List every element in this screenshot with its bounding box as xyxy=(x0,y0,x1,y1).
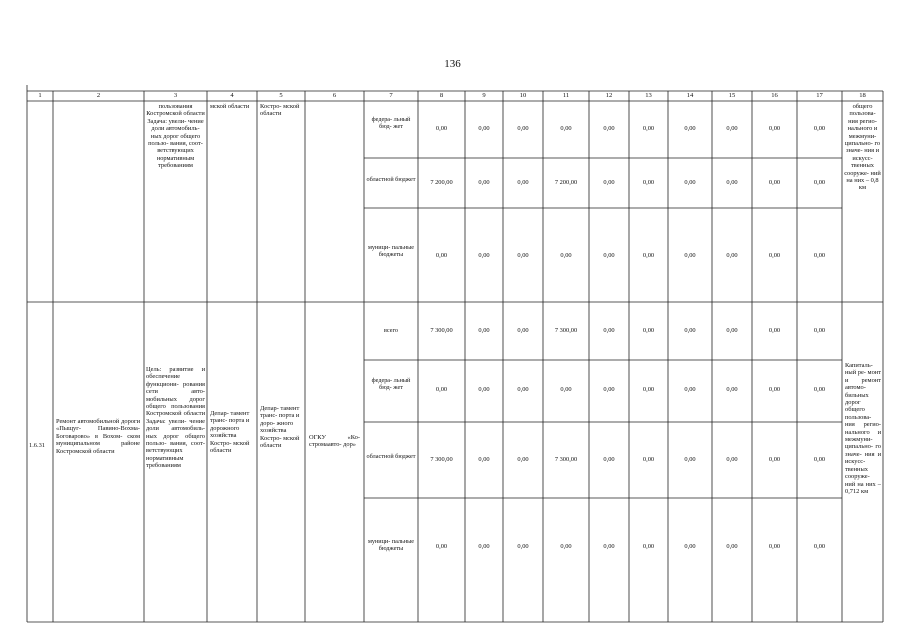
table-cell: 0,00 xyxy=(517,125,529,132)
row1-coexecutor-text: мской области xyxy=(210,103,250,110)
table-cell: 7 300,00 xyxy=(430,327,453,334)
row1-executor-text: Костро- мской области xyxy=(260,103,300,118)
table-cell: 0,00 xyxy=(435,252,448,259)
row2-recipient-text: ОГКУ «Ко- стромаавто- дор» xyxy=(309,434,360,449)
header-col-13: 13 xyxy=(645,92,652,99)
row2-source-regional: областной бюджет xyxy=(366,453,416,460)
table-cell: 0,00 xyxy=(684,543,696,550)
table-cell: 0,00 xyxy=(517,456,529,463)
table-cell: 0,00 xyxy=(642,456,655,463)
header-col-8: 8 xyxy=(439,92,444,99)
row2-measure-name: Ремонт автомобильной дороги «Пыщуг- Павино-Вохма- Боговарово» в Вохом- ском муниципальном районе Костромской области xyxy=(56,418,140,455)
row1-result-text: общего пользова- ния регио- нального и межмуни- ципально- го значе- ния и искусс- твенных сооруже- ний на них – 0,8 км xyxy=(844,103,881,192)
table-cell: 0,00 xyxy=(560,543,572,550)
header-col-18: 18 xyxy=(859,92,866,99)
table-cell: 0,00 xyxy=(560,252,572,259)
row2-coexecutor-text: Депар- тамент транс- порта и дорожного хозяйства Костро- мской области xyxy=(210,410,250,455)
table-cell: 0,00 xyxy=(642,179,655,186)
table-cell: 0,00 xyxy=(768,252,781,259)
table-cell: 0,00 xyxy=(435,386,448,393)
table-cell: 0,00 xyxy=(560,125,572,132)
table-cell: 0,00 xyxy=(684,252,696,259)
table-cell: 0,00 xyxy=(642,125,655,132)
table-cell: 0,00 xyxy=(813,252,826,259)
table-cell: 0,00 xyxy=(642,252,655,259)
table-cell: 0,00 xyxy=(768,386,781,393)
table-cell: 0,00 xyxy=(603,252,615,259)
table-cell: 0,00 xyxy=(517,179,529,186)
table-cell: 0,00 xyxy=(642,327,655,334)
table-cell: 0,00 xyxy=(478,179,490,186)
table-cell: 0,00 xyxy=(726,125,738,132)
header-col-4: 4 xyxy=(230,92,234,99)
table-cell: 0,00 xyxy=(684,179,696,186)
header-col-11: 11 xyxy=(562,92,570,99)
header-col-6: 6 xyxy=(332,92,337,99)
row1-source-regional: областной бюджет xyxy=(366,176,416,183)
header-col-14: 14 xyxy=(686,92,694,99)
table-cell: 0,00 xyxy=(813,327,826,334)
row2-source-municipal: муници- пальные бюджеты xyxy=(367,538,415,553)
table-cell: 7 300,00 xyxy=(430,456,453,463)
table-cell: 7 300,00 xyxy=(554,327,578,334)
header-col-5: 5 xyxy=(279,92,283,99)
table-cell: 0,00 xyxy=(684,327,696,334)
table-cell: 0,00 xyxy=(726,327,738,334)
table-cell: 0,00 xyxy=(478,125,490,132)
table-cell: 0,00 xyxy=(603,543,615,550)
row2-source-federal: федера- льный бюд- жет xyxy=(371,377,411,392)
table-cell: 0,00 xyxy=(813,125,826,132)
header-col-3: 3 xyxy=(173,92,178,99)
page-number: 136 xyxy=(444,58,461,70)
row1-source-federal: федера- льный бюд- жет xyxy=(371,116,411,131)
header-col-16: 16 xyxy=(771,92,778,99)
row1-goal-text: пользования Костромской области Задача: увели- чение доли автомобиль- ных дорог общего пользо- вания, соот- ветствующих нормативным требованиям xyxy=(146,103,205,170)
table-cell: 0,00 xyxy=(768,179,781,186)
table-cell: 0,00 xyxy=(726,252,738,259)
table-cell: 0,00 xyxy=(435,125,448,132)
table-cell: 7 300,00 xyxy=(554,456,578,463)
table-cell: 0,00 xyxy=(478,386,490,393)
table-cell: 0,00 xyxy=(603,386,615,393)
header-col-15: 15 xyxy=(728,92,736,99)
table-cell: 0,00 xyxy=(603,179,615,186)
table-cell: 0,00 xyxy=(517,543,529,550)
table-cell: 0,00 xyxy=(517,386,529,393)
row2-source-total: всего xyxy=(384,327,398,334)
header-col-2: 2 xyxy=(96,92,101,99)
table-cell: 0,00 xyxy=(642,543,655,550)
table-cell: 7 200,00 xyxy=(430,179,453,186)
table-cell: 0,00 xyxy=(813,456,826,463)
table-cell: 7 200,00 xyxy=(554,179,578,186)
header-col-12: 12 xyxy=(605,92,613,99)
table-cell: 0,00 xyxy=(768,456,781,463)
header-col-17: 17 xyxy=(816,92,823,99)
table-cell: 0,00 xyxy=(603,456,615,463)
row2-executor-text: Депар- тамент транс- порта и доро- жного хозяйства Костро- мской области xyxy=(260,405,300,450)
table-cell: 0,00 xyxy=(603,327,615,334)
table-cell: 0,00 xyxy=(726,179,738,186)
table-cell: 0,00 xyxy=(726,456,738,463)
table-cell: 0,00 xyxy=(726,543,738,550)
table-cell: 0,00 xyxy=(813,386,826,393)
table-cell: 0,00 xyxy=(478,543,490,550)
table-cell: 0,00 xyxy=(768,125,781,132)
header-col-7: 7 xyxy=(389,92,393,99)
header-col-1: 1 xyxy=(38,92,42,99)
header-col-10: 10 xyxy=(519,92,527,99)
row2-goal-text: Цель: развитие и обеспечение функциони- рования сети авто- мобильных дорог общего пользования Костромской области Задача: увели- чение доли автомобиль- ных дорог общего пользо- вания, соот- ветствующих нормативным требованиям xyxy=(146,366,205,470)
table-cell: 0,00 xyxy=(478,456,490,463)
table-cell: 0,00 xyxy=(813,543,826,550)
table-cell: 0,00 xyxy=(684,125,696,132)
row2-number: 1.6.31 xyxy=(29,442,45,449)
table-cell: 0,00 xyxy=(603,125,615,132)
header-col-9: 9 xyxy=(482,92,486,99)
table-cell: 0,00 xyxy=(768,327,781,334)
table-cell: 0,00 xyxy=(435,543,448,550)
table-cell: 0,00 xyxy=(478,327,490,334)
table-cell: 0,00 xyxy=(684,386,696,393)
table-cell: 0,00 xyxy=(517,252,529,259)
table-cell: 0,00 xyxy=(813,179,826,186)
table-cell: 0,00 xyxy=(684,456,696,463)
row1-source-municipal: муници- пальные бюджеты xyxy=(367,244,415,259)
table-cell: 0,00 xyxy=(642,386,655,393)
row2-result-text: Капиталь- ный ре- монт и ремонт автомо- бильных дорог общего пользова- ния регио- нального и межмуни- ципально- го значе- ния и искусс- твенных сооруже- ний на них – 0,712 км xyxy=(845,362,881,495)
table-cell: 0,00 xyxy=(478,252,490,259)
table-cell: 0,00 xyxy=(768,543,781,550)
table-cell: 0,00 xyxy=(560,386,572,393)
table-cell: 0,00 xyxy=(726,386,738,393)
table-cell: 0,00 xyxy=(517,327,529,334)
